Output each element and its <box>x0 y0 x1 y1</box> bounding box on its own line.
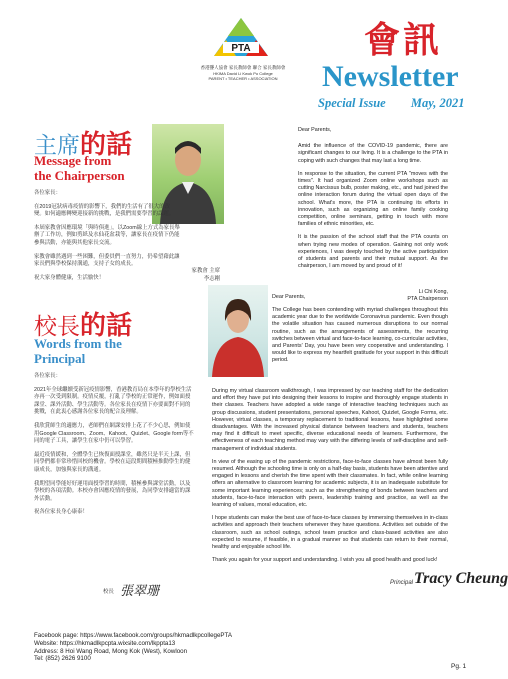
chairperson-en-paragraph: Amid the influence of the COVID-19 pandemic, there are significant changes to our living. It is a challenge to the PTA in coping with such changes that may last a long time. <box>298 143 448 164</box>
principal-signature-en: Tracy Cheung <box>414 570 508 587</box>
newsletter-title-en: Newsletter <box>322 60 459 93</box>
principal-cn-paragraph: 我欣賞師生的適應力，老師們在網課安排上花了不少心思，例如使用Google Classroom、Zoom、Kahoot、Quizlet、Google form等不同的電子工具，讓學生在家中仍可以學習。 <box>34 422 194 445</box>
principal-en-paragraph: The College has been contending with myriad challenges throughout this academic year due to the worldwide Coronavirus pandemic. Even though the volatile situation has caused numerous disruptions to our normal routine, such as the arrangements of assessments, the recurring switches between virtual and face-to-face learning, co-curricular activities, and Parents' Day, you have been very cooperative and understanding. I would like to express my heartfelt gratitude for your support in this difficult period. <box>272 307 448 364</box>
telephone-text: Tel: (852) 2626 9100 <box>34 655 91 663</box>
chairperson-heading-en-line1: Message from <box>34 153 112 168</box>
principal-cn-greeting: 各位家長： <box>34 373 61 379</box>
principal-heading-main: 的話 <box>80 311 133 341</box>
principal-sign-label-cn: 校長 <box>103 589 114 595</box>
principal-sign-label: Principal <box>390 580 414 586</box>
website-link[interactable]: Website: https://hkmadlkpcpta.wixsite.com/lkppta13 <box>34 639 176 647</box>
chairperson-title-cn: 家教會 主席 <box>191 268 220 274</box>
org-tagline: PARENT • TEACHER • ASSOCIATION <box>208 76 278 81</box>
principal-heading-en-line1: Words from the <box>34 336 122 351</box>
chairperson-message-en <box>298 127 448 276</box>
pta-logo-graphic <box>206 16 276 62</box>
principal-en-paragraph: During my virtual classroom walkthrough, I was impressed by our teaching staff for the dedication and effort they have put into designing their lessons to inspire and thoroughly engage students in their classes. Teachers have adopted a wide range of interactive teaching techniques such as group discussions, student presentations, personal speeches, Kahoot, Quizlet, Google Forms, etc. However, virtual classes, a temporary replacement to traditional lessons, have highlighted some disadvantages. With the increased physical distance between teachers and students, teachers may find it difficult to meet specific, diverse educational needs of learners. Furthermore, the effectiveness of each teaching method may vary with the differing levels of self-discipline and self-management of individual students. <box>212 388 448 452</box>
chairperson-title-en: PTA Chairperson <box>407 296 448 303</box>
principal-message-en-intro <box>272 307 448 371</box>
facebook-link[interactable]: Facebook page: https://www.facebook.com/groups/hkmadlkpcollegePTA <box>34 632 232 639</box>
principal-portrait-icon <box>208 285 268 377</box>
principal-photo <box>208 285 268 377</box>
chairperson-cn-paragraph: 家教會雖然遇到一些困難，但委員們一直努力，仍希望藉此讓家長們與學校保持溝通，支持子女的成長。 <box>34 253 180 268</box>
pta-logo <box>206 16 276 62</box>
chairperson-en-paragraph: In response to the situation, the current PTA "moves with the times". It had organized Zoom online workshops such as cutting Narcissus bulb, poster making, etc., and had joined the online interaction forum during the virtual open days of the school. What's more, the PTA is continuing its efforts in innovation, such as organizing an online family cooking competition, online seminars, getting in touch with more families of ethnic minorities, etc. <box>298 170 448 228</box>
special-issue-label: Special Issue <box>318 96 386 110</box>
logo-text: PTA <box>231 43 251 54</box>
principal-message-en-body <box>212 388 448 570</box>
chairperson-heading-en <box>34 153 125 183</box>
chairperson-cn-paragraph: 本屆家教會因應環境「與時俱進」，以Zoom線上方式為家長舉辦了工作坊，例如剪紙及水仙花盆栽等，讓家長在疫情下仍能參與活動，亦能與其他家長交流。 <box>34 224 180 246</box>
principal-heading-prefix: 校長 <box>34 314 80 340</box>
principal-en-paragraph: Thank you again for your support and understanding. I wish you all good health and good luck! <box>212 557 438 564</box>
chairperson-name-cn: 李志剛 <box>203 275 220 282</box>
chairperson-name-en: Li Chi Kong, <box>418 289 448 295</box>
principal-cn-paragraph: 最近疫情緩和，全體學生已恢復面授課堂，雖然只是半天上課，但同學們都非常珍惜回校的機會。學校在這段期間積極推動學生的健康成長，加強與家長的溝通。 <box>34 451 191 473</box>
principal-cn-paragraph: 我期望同學能好好運用面授學習的時間，積極參與課堂活動，以及學校的各項活動。本校亦會因應疫情的發展，為同學安排適當的課外活動。 <box>34 480 191 502</box>
chairperson-cn-paragraph: 在2019冠狀病毒疫情的影響下，我們的生活有了很大的改變。如何適應轉變迎接新的挑戰，是我們需要學習的課題。 <box>34 203 175 218</box>
chairperson-salutation: Dear Parents, <box>298 127 332 133</box>
principal-en-paragraph: In view of the easing up of the pandemic restrictions, face-to-face classes have almost been fully resumed. Although the schooling time is only on a half-day basis, students have been attentive and engaged in lessons and cherish the time spent with their classmates. In fact, while online learning offers an alternative to classroom learning for academic subjects, it is an inadequate substitute for some important learning experiences; such as the strengthening of bonds between teachers and students, face-to-face interaction with peers, leadership training and practice, as well as the learning of values, moral education, etc. <box>212 458 448 509</box>
chairperson-heading-prefix: 主席 <box>34 133 80 159</box>
principal-heading-en-line2: Principal <box>34 351 86 366</box>
newsletter-title-cn: 會訊 <box>364 19 443 61</box>
principal-heading-en <box>34 336 122 366</box>
principal-salutation: Dear Parents, <box>272 294 306 300</box>
issue-line <box>318 96 465 111</box>
principal-signature-cn: 張翠珊 <box>120 584 160 599</box>
page-number: Pg. 1 <box>451 663 467 670</box>
issue-date: May, 2021 <box>410 96 465 110</box>
principal-cn-paragraph: 2021年全球繼續受新冠疫情影響，香港教育局在本學年的學校生活亦再一次受到限制。疫情反覆，打亂了學校的正常運作，例如面授課堂、課外活動、學生活動等。各位家長在疫情下亦要面對不同的挑戰，在此衷心感謝各位家長的配合及理解。 <box>34 386 192 416</box>
chairperson-cn-paragraph: 祝大家身體健康，生活愉快！ <box>34 274 105 281</box>
org-name-cn: 香港聾人協會 家長教師會 聯合 家長教師會 <box>200 65 286 70</box>
chairperson-cn-greeting: 各位家長： <box>34 190 61 196</box>
contact-footer <box>34 632 232 663</box>
principal-en-paragraph: I hope students can make the best use of face-to-face classes by immersing themselves in in-class activities and approach their teachers whenever they have questions. Activities set outside of the classroom, such as school outings, school team practice and class-based activities are also expected to resume, if feasible, in a gradual manner so that students can return to their normal, healthy and enjoyable school life. <box>212 515 448 551</box>
chairperson-heading-main: 的話 <box>80 130 133 160</box>
chairperson-heading-en-line2: the Chairperson <box>34 168 125 183</box>
principal-cn-paragraph: 祝各位家長身心康泰！ <box>34 509 88 516</box>
org-name-en: HKIMA David Li Kwok Po College <box>213 71 273 76</box>
chairperson-en-paragraph: It is the passion of the school staff that the PTA counts on when trying new modes of operation. Gaining not only work experiences, I was deeply touched by the active participation of students and parents and their mutual support. As the chairperson, I am moved by and proud of it! <box>298 234 448 270</box>
address-text: Address: 8 Hoi Wang Road, Mong Kok (West), Kowloon <box>34 647 188 655</box>
chairperson-signature-cn <box>150 268 220 283</box>
principal-message-cn <box>34 373 194 523</box>
